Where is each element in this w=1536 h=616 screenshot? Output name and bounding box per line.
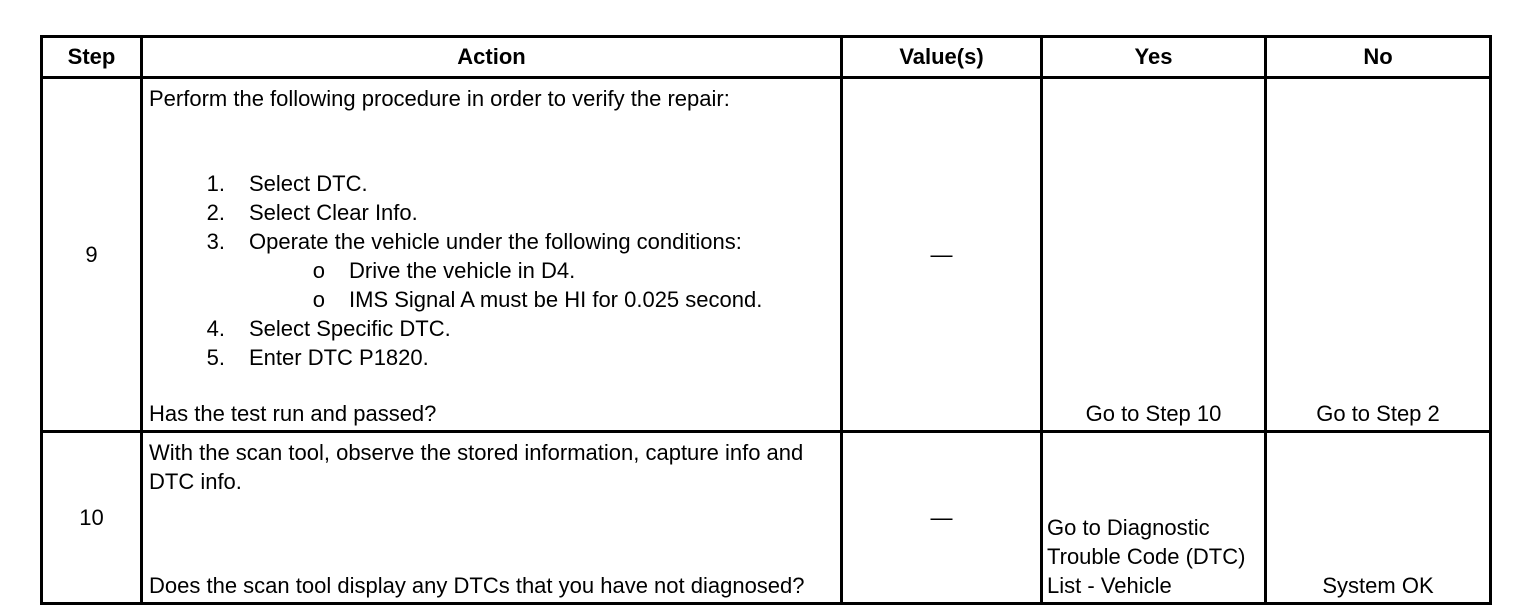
header-no: No <box>1266 37 1491 78</box>
yes-outcome: Go to Diagnostic Trouble Code (DTC) List - Vehicle <box>1042 432 1266 604</box>
procedure-step: 3. Operate the vehicle under the following conditions: o Drive the vehicle in D4. o IMS Signal A must be HI for 0.025 second. <box>149 227 834 314</box>
header-yes: Yes <box>1042 37 1266 78</box>
procedure-step: 4. Select Specific DTC. <box>206 316 451 341</box>
table-row <box>42 432 1491 604</box>
procedure-step: 2. Select Clear Info. <box>206 200 418 225</box>
table-row <box>42 78 1491 432</box>
value-cell: — <box>842 78 1042 432</box>
no-outcome: System OK <box>1266 432 1491 604</box>
diagnostic-table <box>40 35 1492 605</box>
action-intro: With the scan tool, observe the stored information, capture info and DTC info. <box>149 440 804 494</box>
step-number: 9 <box>42 78 142 432</box>
condition-item: o Drive the vehicle in D4. <box>312 258 576 283</box>
condition-item: o IMS Signal A must be HI for 0.025 second. <box>312 287 763 312</box>
action-question: Has the test run and passed? <box>149 401 437 426</box>
condition-list <box>149 256 834 314</box>
procedure-step: 1. Select DTC. <box>206 171 368 196</box>
no-outcome: Go to Step 2 <box>1266 78 1491 432</box>
action-cell <box>142 432 842 604</box>
value-cell: — <box>842 432 1042 604</box>
step-number: 10 <box>42 432 142 604</box>
yes-outcome: Go to Step 10 <box>1042 78 1266 432</box>
header-action: Action <box>142 37 842 78</box>
action-question: Does the scan tool display any DTCs that you have not diagnosed? <box>149 573 805 598</box>
action-cell <box>142 78 842 432</box>
procedure-list <box>149 169 834 372</box>
header-row <box>42 37 1491 78</box>
procedure-step: 5. Enter DTC P1820. <box>206 345 429 370</box>
action-intro: Perform the following procedure in order to verify the repair: <box>149 86 730 111</box>
header-values: Value(s) <box>842 37 1042 78</box>
header-step: Step <box>42 37 142 78</box>
